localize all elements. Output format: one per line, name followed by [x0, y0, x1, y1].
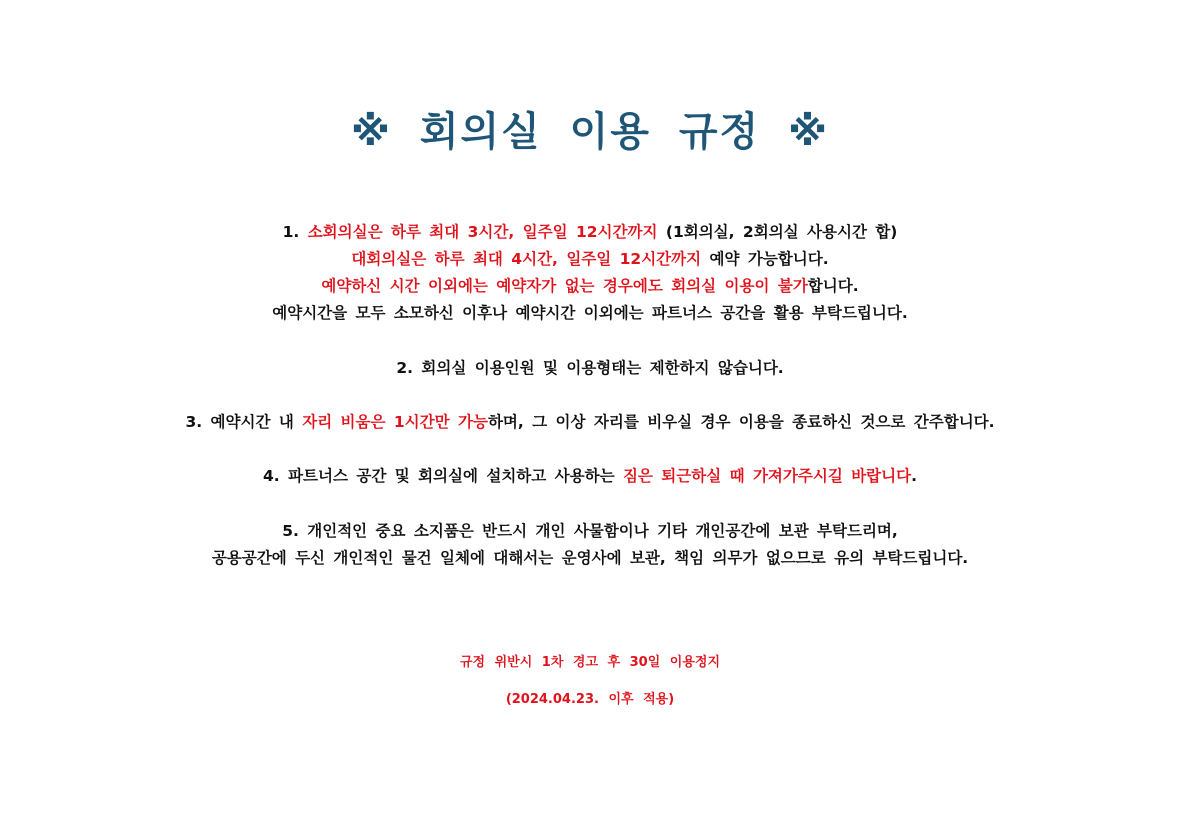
- rule-3-line: [0, 410, 1180, 432]
- rule-4-prefix: 4. 파트너스 공간 및 회의실에 설치하고 사용하는: [263, 467, 615, 485]
- rule-1-large-room-limit: 대회의실은 하루 최대 4시간, 일주일 12시간까지: [351, 250, 702, 268]
- rule-1-partner-space-note: 예약시간을 모두 소모하신 이후나 예약시간 이외에는 파트너스 공간을 활용 부탁드립니다.: [272, 304, 908, 322]
- rule-1-line-3: [0, 274, 1180, 296]
- rule-2-text: 2. 회의실 이용인원 및 이용형태는 제한하지 않습니다.: [396, 359, 784, 377]
- rule-4-line: [0, 464, 1180, 486]
- rule-4-highlight: 짐은 퇴근하실 때 가져가주시길 바랍니다: [622, 467, 912, 485]
- rule-1-line-2: [0, 247, 1180, 269]
- rule-1-large-room-suffix: 예약 가능합니다.: [709, 250, 829, 268]
- rule-5-line-1: 5. 개인적인 중요 소지품은 반드시 개인 사물함이나 기타 개인공간에 보관 부탁드리며,: [282, 522, 898, 540]
- page-title: ※ 회의실 이용 규정 ※: [351, 109, 829, 155]
- penalty-notice: 규정 위반시 1차 경고 후 30일 이용정지: [459, 655, 721, 670]
- effective-date: (2024.04.23. 이후 적용): [505, 692, 675, 707]
- rule-1-outside-time-rule: 예약하신 시간 이외에는 예약자가 없는 경우에도 회의실 이용이 불가: [321, 277, 808, 295]
- rule-3-suffix: 하며, 그 이상 자리를 비우실 경우 이용을 종료하신 것으로 간주합니다.: [487, 413, 995, 431]
- rule-1-number: 1.: [282, 223, 300, 241]
- rule-1-line-1: [0, 220, 1180, 242]
- rule-3-highlight: 자리 비움은 1시간만 가능: [302, 413, 488, 431]
- rule-1-small-room-limit: 소회의실은 하루 최대 3시간, 일주일 12시간까지: [307, 223, 658, 241]
- rule-3-prefix: 3. 예약시간 내: [185, 413, 294, 431]
- rule-5-line-2: 공용공간에 두신 개인적인 물건 일체에 대해서는 운영사에 보관, 책임 의무가 없으므로 유의 부탁드립니다.: [211, 549, 969, 567]
- rule-4-suffix: .: [911, 467, 917, 485]
- rule-1-outside-time-suffix: 합니다.: [807, 277, 859, 295]
- rule-1-small-room-note: (1회의실, 2회의실 사용시간 합): [665, 223, 898, 241]
